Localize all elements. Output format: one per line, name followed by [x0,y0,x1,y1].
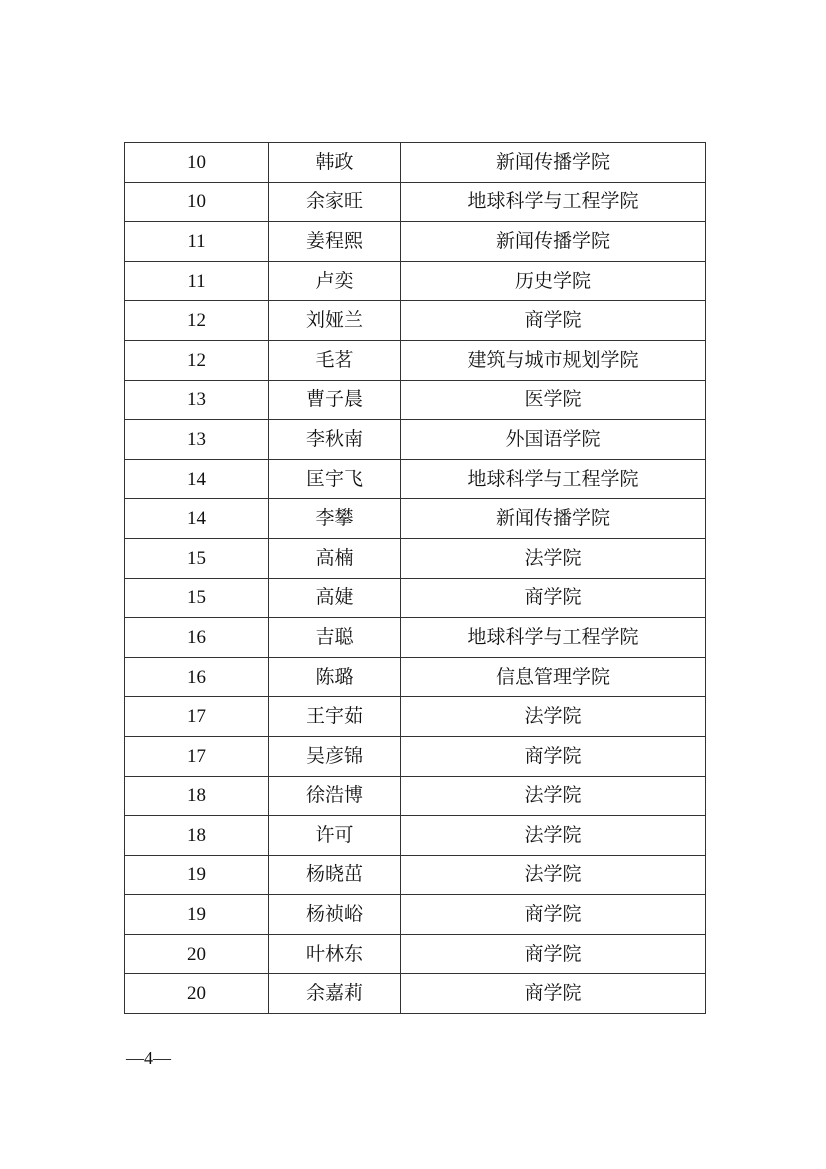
name-cell: 陈璐 [269,657,401,697]
table-row [125,816,706,856]
table-row [125,380,706,420]
college-cell: 法学院 [401,816,706,856]
college-cell: 新闻传播学院 [401,222,706,262]
name-cell: 王宇茹 [269,697,401,737]
college-cell: 建筑与城市规划学院 [401,340,706,380]
table-row [125,459,706,499]
name-cell: 叶林东 [269,934,401,974]
college-cell: 信息管理学院 [401,657,706,697]
college-cell: 商学院 [401,934,706,974]
college-cell: 历史学院 [401,261,706,301]
rank-cell: 14 [125,459,269,499]
table-row [125,697,706,737]
rank-cell: 18 [125,816,269,856]
award-list-body [125,143,706,1014]
rank-cell: 15 [125,538,269,578]
page-number: —4— [126,1048,171,1068]
rank-cell: 19 [125,855,269,895]
name-cell: 余家旺 [269,182,401,222]
table-row [125,301,706,341]
rank-cell: 10 [125,182,269,222]
name-cell: 吉聪 [269,618,401,658]
college-cell: 外国语学院 [401,420,706,460]
college-cell: 法学院 [401,538,706,578]
college-cell: 法学院 [401,855,706,895]
table-row [125,499,706,539]
rank-cell: 12 [125,340,269,380]
college-cell: 地球科学与工程学院 [401,182,706,222]
college-cell: 法学院 [401,776,706,816]
rank-cell: 19 [125,895,269,935]
table-row [125,261,706,301]
table-row [125,420,706,460]
rank-cell: 11 [125,222,269,262]
name-cell: 曹子晨 [269,380,401,420]
table-row [125,143,706,183]
table-row [125,895,706,935]
name-cell: 韩政 [269,143,401,183]
rank-cell: 17 [125,697,269,737]
name-cell: 毛茗 [269,340,401,380]
name-cell: 余嘉莉 [269,974,401,1014]
college-cell: 新闻传播学院 [401,499,706,539]
college-cell: 地球科学与工程学院 [401,459,706,499]
name-cell: 卢奕 [269,261,401,301]
college-cell: 法学院 [401,697,706,737]
rank-cell: 13 [125,380,269,420]
rank-cell: 13 [125,420,269,460]
rank-cell: 16 [125,618,269,658]
table-row [125,340,706,380]
name-cell: 高楠 [269,538,401,578]
college-cell: 商学院 [401,895,706,935]
rank-cell: 18 [125,776,269,816]
rank-cell: 11 [125,261,269,301]
table-row [125,736,706,776]
rank-cell: 15 [125,578,269,618]
rank-cell: 12 [125,301,269,341]
name-cell: 许可 [269,816,401,856]
name-cell: 杨晓茁 [269,855,401,895]
rank-cell: 20 [125,934,269,974]
award-list-table [124,142,706,1014]
table-row [125,934,706,974]
rank-cell: 10 [125,143,269,183]
college-cell: 地球科学与工程学院 [401,618,706,658]
table-row [125,182,706,222]
table-row [125,578,706,618]
table-row [125,222,706,262]
name-cell: 刘娅兰 [269,301,401,341]
rank-cell: 14 [125,499,269,539]
name-cell: 杨祯峪 [269,895,401,935]
name-cell: 李攀 [269,499,401,539]
table-row [125,538,706,578]
table-row [125,974,706,1014]
rank-cell: 20 [125,974,269,1014]
college-cell: 商学院 [401,974,706,1014]
name-cell: 匡宇飞 [269,459,401,499]
college-cell: 新闻传播学院 [401,143,706,183]
name-cell: 李秋南 [269,420,401,460]
name-cell: 吴彦锦 [269,736,401,776]
name-cell: 高婕 [269,578,401,618]
college-cell: 商学院 [401,736,706,776]
college-cell: 医学院 [401,380,706,420]
table-row [125,855,706,895]
college-cell: 商学院 [401,301,706,341]
table-row [125,657,706,697]
table-row [125,776,706,816]
table-row [125,618,706,658]
rank-cell: 16 [125,657,269,697]
name-cell: 姜程熙 [269,222,401,262]
college-cell: 商学院 [401,578,706,618]
rank-cell: 17 [125,736,269,776]
name-cell: 徐浩博 [269,776,401,816]
